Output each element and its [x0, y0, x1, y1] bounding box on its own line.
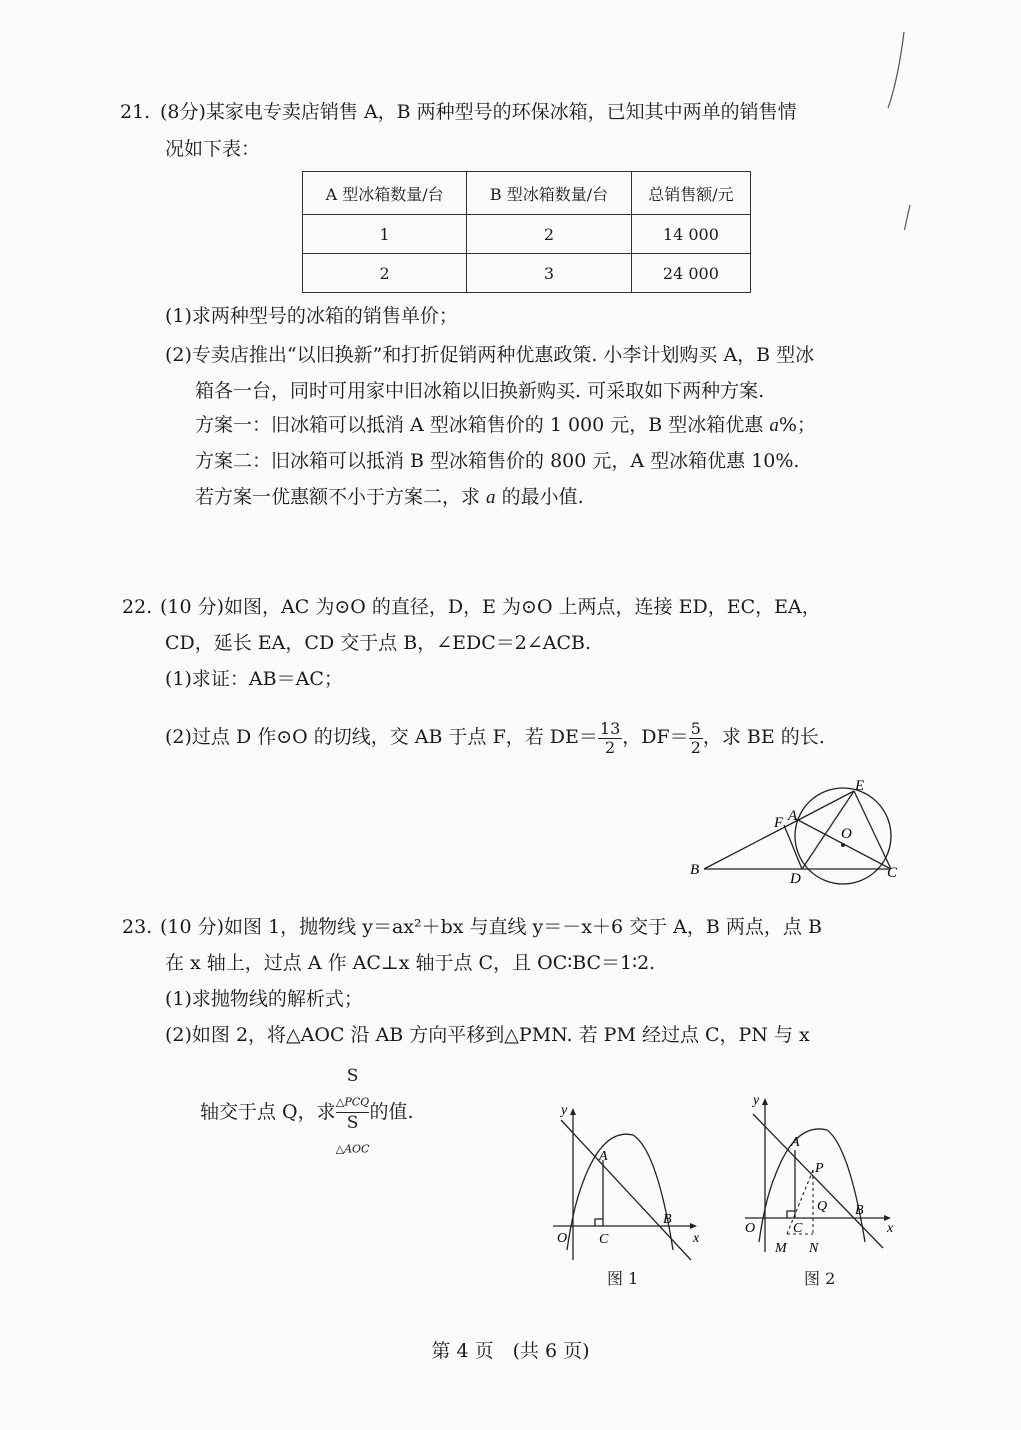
- q23-part2-cont-text: 轴交于点 Q，求: [200, 1100, 336, 1123]
- fig2-C: C: [793, 1221, 803, 1236]
- var-a: a: [486, 487, 496, 508]
- q22-part1: (1)求证：AB＝AC；: [165, 668, 343, 690]
- table-cell: 3: [467, 254, 632, 293]
- fig1-A: A: [599, 1149, 608, 1164]
- fraction-de: $\frac{13}{2}$: [599, 718, 621, 757]
- q21-number: 21.: [120, 101, 151, 123]
- fig1-caption: 图 1: [607, 1269, 639, 1288]
- fig2-O: O: [745, 1221, 756, 1236]
- q21-line1: (8分)某家电专卖店销售 A，B 两种型号的环保冰箱，已知其中两单的销售情: [160, 101, 797, 123]
- label-B: B: [690, 862, 700, 878]
- q21-plan2: 方案二：旧冰箱可以抵消 B 型冰箱售价的 800 元，A 型冰箱优惠 10%.: [195, 450, 800, 472]
- q22-part2: [165, 717, 825, 757]
- q21-condition-text: 若方案一优惠额不小于方案二，求: [195, 486, 487, 508]
- q21-part2-line1: (2)专卖店推出“以旧换新”和打折促销两种优惠政策. 小李计划购买 A，B 型冰: [165, 344, 815, 366]
- table-cell: 14 000: [631, 215, 750, 254]
- fig1-B: B: [663, 1212, 672, 1227]
- fig2-y: y: [753, 1093, 760, 1108]
- fig2-P: P: [815, 1161, 824, 1176]
- q22-part2-end: ，求 BE 的长.: [702, 726, 825, 748]
- fig1-C: C: [599, 1232, 609, 1247]
- table-header-row: [303, 172, 751, 215]
- q21-part1: (1)求两种型号的冰箱的销售单价；: [165, 305, 458, 327]
- label-E: E: [855, 778, 865, 794]
- q23-line2: 在 x 轴上，过点 A 作 AC⊥x 轴于点 C，且 OC∶BC＝1∶2.: [165, 952, 656, 974]
- label-A: A: [788, 808, 798, 824]
- fraction-df: $\frac{5}{2}$: [690, 718, 701, 757]
- q22-line1: (10 分)如图，AC 为⊙O 的直径，D，E 为⊙O 上两点，连接 ED，EC，EA，: [160, 596, 821, 618]
- q23-number: 23.: [122, 916, 153, 938]
- table-cell: 24 000: [631, 254, 750, 293]
- table-row: [303, 215, 751, 254]
- area-ratio-fraction: S $_{\triangle PCQ}$ S $_{\triangle AOC}$: [335, 1066, 370, 1156]
- fig2-A: A: [791, 1135, 800, 1150]
- table-cell: 1: [303, 215, 467, 254]
- table-cell: 2: [467, 215, 632, 254]
- label-O: O: [841, 826, 852, 842]
- q21-part2-line2: 箱各一台，同时可用家中旧冰箱以旧换新购买. 可采取如下两种方案.: [195, 380, 765, 402]
- table-cell: 2: [303, 254, 467, 293]
- sales-table: [302, 171, 751, 293]
- table-header-a: A 型冰箱数量/台: [303, 172, 467, 215]
- q23-part2: (2)如图 2，将△AOC 沿 AB 方向平移到△PMN. 若 PM 经过点 C，PN 与 x: [165, 1024, 810, 1046]
- q21-plan1: [195, 410, 816, 441]
- fig2-M: M: [775, 1241, 787, 1256]
- q23-figure1: [545, 1100, 715, 1265]
- q21-condition: [195, 482, 584, 513]
- q23-line1: (10 分)如图 1，抛物线 y＝ax²＋bx 与直线 y＝－x＋6 交于 A，B 两点，点 B: [160, 916, 822, 938]
- q22-number: 22.: [122, 596, 153, 618]
- q23-figure2: [737, 1090, 907, 1260]
- pencil-marks: [860, 20, 920, 230]
- fig2-Q: Q: [817, 1199, 828, 1214]
- q23-part2-cont: [200, 1066, 414, 1160]
- fig1-x: x: [693, 1231, 700, 1246]
- q22-part2-text: (2)过点 D 作⊙O 的切线，交 AB 于点 F，若 DE＝: [165, 726, 598, 748]
- fig1-O: O: [557, 1231, 568, 1246]
- page-footer: 第 4 页 (共 6 页): [431, 1340, 590, 1362]
- table-header-total: 总销售额/元: [631, 172, 750, 215]
- q23-part1: (1)求抛物线的解析式；: [165, 988, 363, 1010]
- var-a: a: [769, 415, 779, 436]
- q22-circle-figure: [680, 775, 910, 885]
- fig1-y: y: [561, 1103, 568, 1118]
- label-F: F: [774, 815, 784, 831]
- q21-plan1-text: 方案一：旧冰箱可以抵消 A 型冰箱售价的 1 000 元，B 型冰箱优惠: [195, 414, 770, 436]
- fig2-N: N: [809, 1241, 819, 1256]
- fig2-B: B: [855, 1203, 864, 1218]
- fig2-x: x: [887, 1221, 894, 1236]
- label-D: D: [790, 871, 801, 885]
- q23-part2-cont-end: 的值.: [369, 1100, 414, 1123]
- q22-part2-mid: ，DF＝: [622, 726, 689, 748]
- label-C: C: [887, 865, 898, 881]
- table-header-b: B 型冰箱数量/台: [467, 172, 632, 215]
- q21-condition-end: 的最小值.: [495, 486, 584, 508]
- q21-line2: 况如下表：: [165, 138, 261, 160]
- fig2-caption: 图 2: [804, 1269, 836, 1288]
- q22-line2: CD，延长 EA，CD 交于点 B，∠EDC＝2∠ACB.: [165, 632, 592, 654]
- table-row: [303, 254, 751, 293]
- q21-plan1-end: %；: [778, 414, 816, 436]
